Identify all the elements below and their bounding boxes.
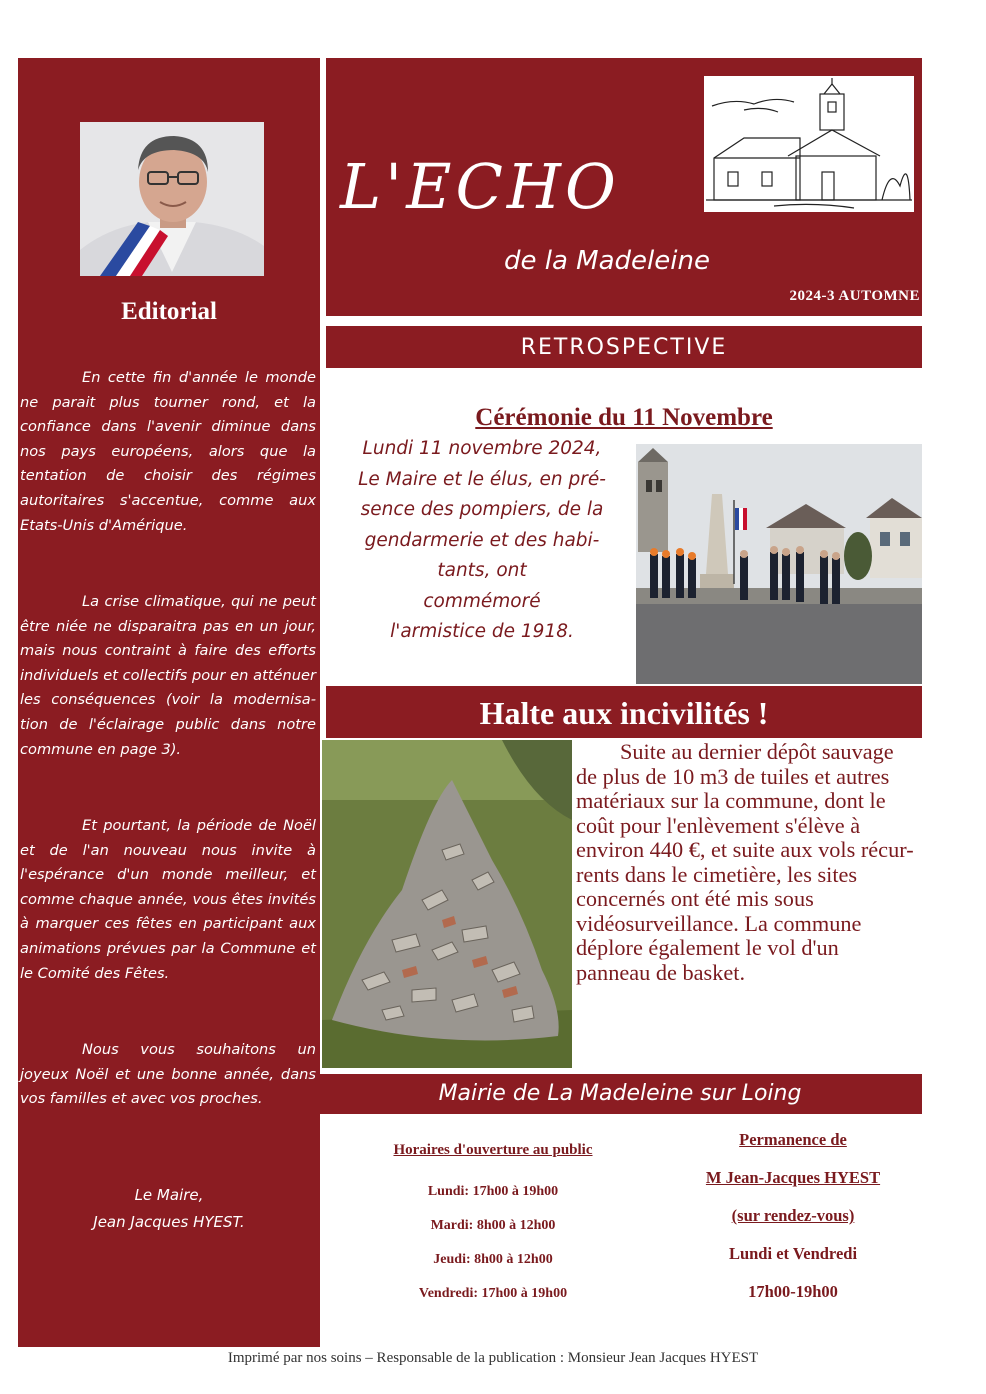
retrospective-banner: RETROSPECTIVE	[326, 326, 922, 368]
signature-line-2: Jean Jacques HYEST.	[93, 1213, 245, 1231]
opening-hours	[360, 1142, 626, 1311]
opening-hours-row: Mardi: 8h00 à 12h00	[430, 1218, 556, 1233]
opening-hours-title: Horaires d'ouverture au public	[393, 1142, 593, 1158]
newsletter-subtitle: de la Madeleine	[504, 246, 710, 276]
newsletter-title: L'ECHO	[340, 150, 620, 223]
incivilities-text: Suite au dernier dépôt sauvage de plus de 10 m3 de tuiles et autres matériaux sur la commune, dont le coût pour l'enlèvement s'élève à environ 440 €, et suite aux vols récur-rents dans le cimetière, les sites concernés ont été mis sous vidéosurveillance. La commune déplore également le vol d'un panneau de basket.	[576, 739, 914, 985]
issue-label: 2024-3 AUTOMNE	[789, 288, 920, 304]
newsletter-header	[326, 58, 922, 316]
permanence-person: M Jean-Jacques HYEST	[705, 1168, 881, 1187]
editorial-paragraph-3: Et pourtant, la période de Noël et de l'an nouveau nous invite à l'espérance d'un monde meilleur, et comme chaque année, vous êtes invités à marquer ces fêtes en participant aux animations prévues par la Commune et le Comité des Fêtes.	[20, 817, 316, 982]
permanence-time: 17h00-19h00	[748, 1282, 838, 1301]
permanence-days: Lundi et Vendredi	[728, 1244, 858, 1263]
signature-line-1: Le Maire,	[134, 1186, 204, 1204]
dumped-tiles-photo	[322, 740, 572, 1068]
ceremony-photo	[636, 444, 922, 684]
editorial-paragraph-2: La crise climatique, qui ne peut être niée ne disparaitra pas en un jour, mais nous contraint à faire des efforts individuels et collectifs pour en atténuer les conséquences (voir la modernisa-tion de l'éclairage public dans notre commune en page 3).	[20, 593, 316, 758]
ceremony-heading: Cérémonie du 11 Novembre	[475, 404, 773, 431]
mayor-portrait-photo	[80, 122, 264, 276]
opening-hours-row: Lundi: 17h00 à 19h00	[427, 1184, 559, 1199]
ceremony-line: l'armistice de 1918.	[390, 621, 574, 642]
ceremony-line: sence des pompiers, de la	[360, 499, 604, 520]
ceremony-line: Le Maire et le élus, en pré-	[358, 468, 606, 490]
editorial-heading: Editorial	[121, 298, 217, 325]
incivilities-banner: Halte aux incivilités !	[326, 686, 922, 738]
editorial-paragraph-1: En cette fin d'année le monde ne parait plus tourner rond, et la confiance dans l'avenir diminue dans nos pays européens, alors que la tentation de choisir des régimes autoritaires s'accentue, comme aux Etats-Unis d'Amérique.	[20, 369, 316, 534]
editorial-paragraph-4: Nous vous souhaitons un joyeux Noël et une bonne année, dans vos familles et avec vos proches.	[20, 1041, 316, 1108]
ceremony-text	[332, 434, 632, 648]
editorial-column	[18, 58, 320, 1347]
mayor-office-hours	[662, 1128, 924, 1318]
opening-hours-row: Jeudi: 8h00 à 12h00	[433, 1252, 553, 1267]
ceremony-line: Lundi 11 novembre 2024,	[362, 438, 602, 459]
mayor-signature	[18, 1182, 320, 1236]
ceremony-line: gendarmerie et des habi-	[364, 529, 600, 551]
town-hall-banner: Mairie de La Madeleine sur Loing	[318, 1074, 922, 1114]
church-sketch-illustration	[704, 76, 914, 212]
publication-footer: Imprimé par nos soins – Responsable de la publication : Monsieur Jean Jacques HYEST	[227, 1350, 759, 1366]
ceremony-line: commémoré	[423, 590, 541, 612]
opening-hours-row: Vendredi: 17h00 à 19h00	[418, 1286, 568, 1301]
ceremony-line: tants, ont	[437, 560, 527, 581]
permanence-title: Permanence de	[739, 1130, 847, 1149]
permanence-note: (sur rendez-vous)	[731, 1206, 855, 1225]
